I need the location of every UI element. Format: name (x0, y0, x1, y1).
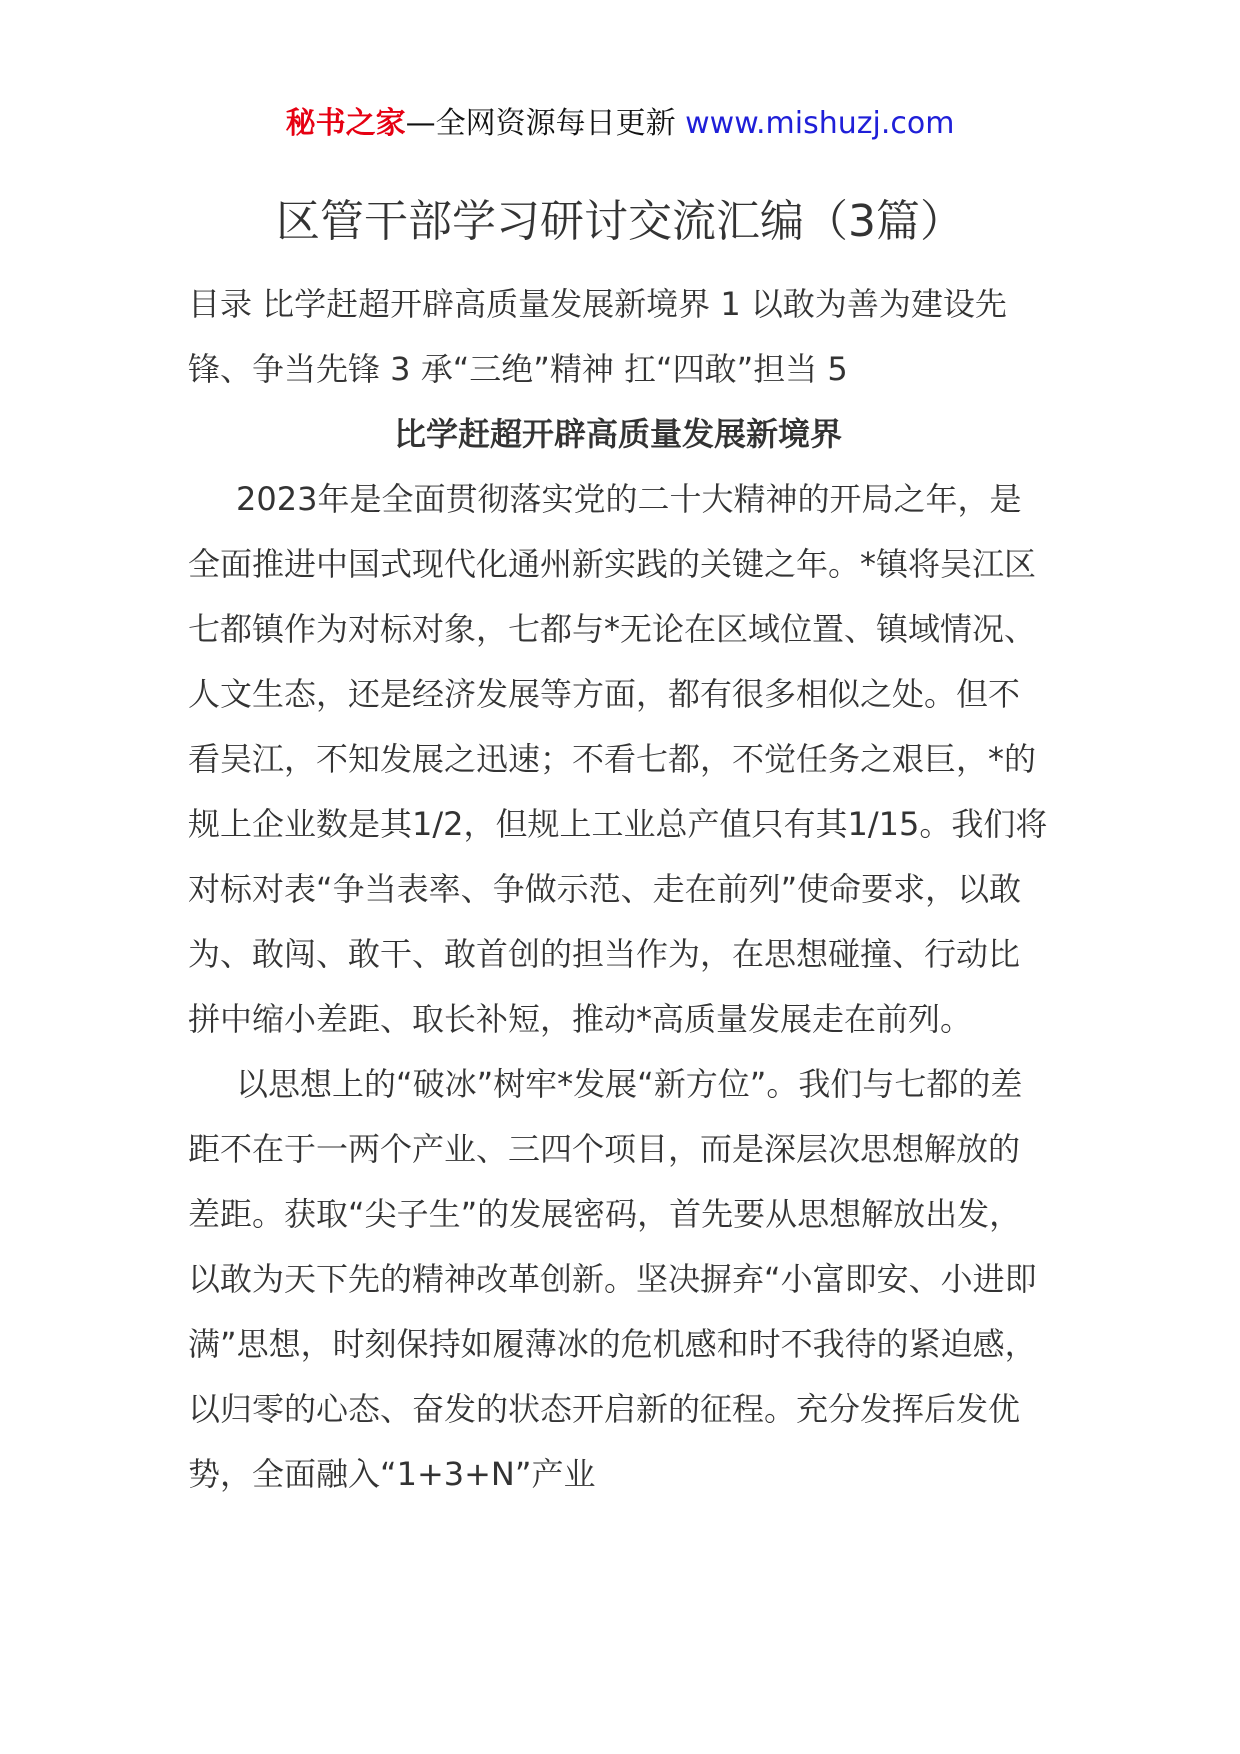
table-of-contents: 目录 比学赶超开辟高质量发展新境界 1 以敢为善为建设先锋、争当先锋 3 承“三绝”精神 扛“四敢”担当 5 (188, 285, 1007, 388)
site-header (0, 102, 1240, 146)
body-paragraph-1: 2023年是全面贯彻落实党的二十大精神的开局之年，是全面推进中国式现代化通州新实践的关键之年。*镇将吴江区七都镇作为对标对象，七都与*无论在区域位置、镇域情况、人文生态，还是经济发展等方面，都有很多相似之处。但不看吴江，不知发展之迅速；不看七都，不觉任务之艰巨，*的规上企业数是其1/2，但规上工业总产值只有其1/15。我们将对标对表“争当表率、争做示范、走在前列”使命要求，以敢为、敢闯、敢干、敢首创的担当作为，在思想碰撞、行动比拼中缩小差距、取长补短，推动*高质量发展走在前列。 (188, 480, 1048, 1038)
site-brand: 秘书之家 (285, 106, 406, 141)
body-paragraph-2: 以思想上的“破冰”树牢*发展“新方位”。我们与七都的差距不在于一两个产业、三四个项目，而是深层次思想解放的差距。获取“尖子生”的发展密码，首先要从思想解放出发，以敢为天下先的精神改革创新。坚决摒弃“小富即安、小进即满”思想，时刻保持如履薄冰的危机感和时不我待的紧迫感，以归零的心态、奋发的状态开启新的征程。充分发挥后发优势，全面融入“1+3+N”产业 (188, 1065, 1037, 1493)
site-url-link[interactable]: www.mishuzj.com (685, 106, 955, 141)
document-title: 区管干部学习研讨交流汇编（3篇） (276, 196, 964, 247)
section-heading: 比学赶超开辟高质量发展新境界 (393, 415, 842, 453)
site-slogan: —全网资源每日更新 (405, 106, 676, 141)
document-body (188, 272, 1048, 1507)
